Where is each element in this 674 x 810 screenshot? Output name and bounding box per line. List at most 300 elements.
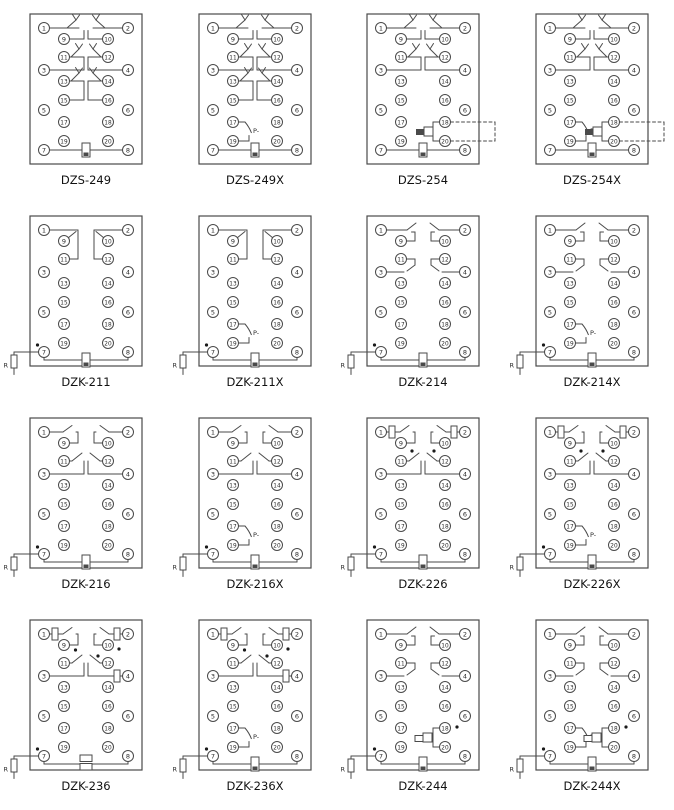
svg-text:5: 5 <box>378 712 384 721</box>
terminal-11 <box>396 254 407 265</box>
svg-text:16: 16 <box>104 300 112 307</box>
terminal-19 <box>564 136 575 147</box>
svg-text:9: 9 <box>398 439 404 448</box>
svg-text:1: 1 <box>547 226 552 235</box>
terminal-14 <box>440 480 451 491</box>
relay-wiring-drawing <box>506 406 674 608</box>
svg-text:7: 7 <box>41 752 47 761</box>
svg-text:17: 17 <box>397 524 405 531</box>
terminal-16 <box>440 95 451 106</box>
svg-text:15: 15 <box>397 704 405 711</box>
terminal-14 <box>440 682 451 693</box>
terminal-15 <box>396 95 407 106</box>
svg-text:17: 17 <box>397 120 405 127</box>
svg-text:18: 18 <box>441 726 449 733</box>
terminal-1 <box>39 225 50 236</box>
terminal-9 <box>59 34 70 45</box>
relay-wiring-drawing <box>0 2 168 204</box>
terminal-17 <box>564 521 575 532</box>
terminal-11 <box>396 456 407 467</box>
terminal-11 <box>396 52 407 63</box>
terminal-4 <box>460 65 471 76</box>
svg-text:9: 9 <box>230 237 235 246</box>
terminal-20 <box>103 136 114 147</box>
svg-text:2: 2 <box>631 24 636 33</box>
diagram-label: DZK-211X <box>225 375 284 389</box>
terminal-10 <box>271 34 282 45</box>
terminal-18 <box>271 521 282 532</box>
svg-text:5: 5 <box>210 712 215 721</box>
diagram-label: DZK-226 <box>398 577 448 591</box>
terminal-17 <box>396 521 407 532</box>
diagram-cell-DZK-211 <box>0 204 168 406</box>
terminal-13 <box>564 278 575 289</box>
terminal-8 <box>291 145 302 156</box>
terminal-19 <box>227 742 238 753</box>
svg-text:12: 12 <box>104 459 112 466</box>
svg-text:9: 9 <box>61 439 67 448</box>
terminal-7 <box>376 549 387 560</box>
svg-text:20: 20 <box>609 341 618 348</box>
svg-text:1: 1 <box>547 630 552 639</box>
terminal-17 <box>227 319 238 330</box>
terminal-20 <box>608 338 619 349</box>
svg-text:7: 7 <box>378 146 384 155</box>
terminal-3 <box>544 267 555 278</box>
svg-text:18: 18 <box>609 322 618 329</box>
svg-text:13: 13 <box>397 79 405 86</box>
diagram-cell-DZK-244 <box>337 608 505 810</box>
terminal-8 <box>123 347 134 358</box>
svg-text:11: 11 <box>60 55 68 62</box>
svg-text:8: 8 <box>125 348 131 357</box>
terminal-16 <box>608 701 619 712</box>
svg-text:7: 7 <box>210 752 215 761</box>
svg-text:4: 4 <box>125 672 131 681</box>
svg-text:12: 12 <box>104 661 112 668</box>
diagram-cell-DZK-226 <box>337 406 505 608</box>
relay-case-outline <box>536 216 648 366</box>
terminal-18 <box>271 723 282 734</box>
svg-text:16: 16 <box>441 300 449 307</box>
diagram-cell-DZK-214X <box>506 204 674 406</box>
terminal-3 <box>39 267 50 278</box>
terminal-14 <box>271 480 282 491</box>
terminal-7 <box>376 751 387 762</box>
svg-text:4: 4 <box>125 66 131 75</box>
terminal-16 <box>103 701 114 712</box>
svg-text:6: 6 <box>631 106 636 115</box>
terminal-1 <box>376 225 387 236</box>
svg-text:1: 1 <box>378 226 384 235</box>
terminal-19 <box>59 540 70 551</box>
svg-text:6: 6 <box>631 308 636 317</box>
svg-text:17: 17 <box>60 524 68 531</box>
svg-text:7: 7 <box>547 348 552 357</box>
terminal-5 <box>207 307 218 318</box>
svg-text:1: 1 <box>378 24 384 33</box>
diagram-label: DZK-244 <box>398 779 448 793</box>
terminal-4 <box>291 671 302 682</box>
terminal-15 <box>564 701 575 712</box>
terminal-14 <box>271 76 282 87</box>
terminal-4 <box>460 469 471 480</box>
svg-text:17: 17 <box>565 120 574 127</box>
svg-text:5: 5 <box>547 308 552 317</box>
terminal-8 <box>628 347 639 358</box>
terminal-10 <box>103 640 114 651</box>
svg-text:10: 10 <box>609 37 618 44</box>
terminal-16 <box>103 297 114 308</box>
svg-text:7: 7 <box>547 752 552 761</box>
terminal-7 <box>544 347 555 358</box>
terminal-11 <box>59 658 70 669</box>
terminal-9 <box>396 438 407 449</box>
svg-text:18: 18 <box>272 524 281 531</box>
svg-text:17: 17 <box>397 726 405 733</box>
terminal-8 <box>460 347 471 358</box>
svg-text:5: 5 <box>547 510 552 519</box>
p-contact-label: P- <box>252 733 259 741</box>
terminal-16 <box>440 297 451 308</box>
terminal-19 <box>396 540 407 551</box>
svg-text:10: 10 <box>104 643 112 650</box>
svg-text:2: 2 <box>462 24 468 33</box>
svg-text:12: 12 <box>104 55 112 62</box>
terminal-5 <box>544 307 555 318</box>
terminal-17 <box>59 319 70 330</box>
svg-text:3: 3 <box>210 672 215 681</box>
svg-text:12: 12 <box>272 661 281 668</box>
svg-text:6: 6 <box>125 106 131 115</box>
svg-text:4: 4 <box>462 470 468 479</box>
relay-case-outline <box>30 620 142 770</box>
svg-text:7: 7 <box>378 752 384 761</box>
terminal-5 <box>376 105 387 116</box>
terminal-5 <box>207 105 218 116</box>
terminal-20 <box>440 540 451 551</box>
svg-text:8: 8 <box>125 550 131 559</box>
terminal-8 <box>628 145 639 156</box>
svg-text:12: 12 <box>104 257 112 264</box>
terminal-6 <box>123 105 134 116</box>
terminal-3 <box>207 469 218 480</box>
svg-text:2: 2 <box>462 630 468 639</box>
svg-text:3: 3 <box>41 672 47 681</box>
svg-text:3: 3 <box>547 672 552 681</box>
terminal-9 <box>396 236 407 247</box>
svg-text:6: 6 <box>631 510 636 519</box>
svg-text:17: 17 <box>565 726 574 733</box>
svg-text:9: 9 <box>567 237 572 246</box>
external-resistor-label: R <box>3 765 9 774</box>
svg-text:6: 6 <box>294 712 299 721</box>
relay-case-outline <box>367 216 479 366</box>
relay-wiring-drawing <box>169 406 337 608</box>
svg-text:5: 5 <box>41 712 47 721</box>
terminal-17 <box>227 117 238 128</box>
terminal-9 <box>227 640 238 651</box>
terminal-10 <box>440 34 451 45</box>
svg-text:4: 4 <box>294 268 299 277</box>
diagram-label: DZK-211 <box>61 375 111 389</box>
svg-text:14: 14 <box>441 79 449 86</box>
diagram-cell-DZK-226X <box>506 406 674 608</box>
terminal-2 <box>291 427 302 438</box>
terminal-16 <box>271 95 282 106</box>
svg-text:8: 8 <box>294 146 299 155</box>
terminal-1 <box>39 427 50 438</box>
relay-case-outline <box>199 216 311 366</box>
svg-text:3: 3 <box>41 66 47 75</box>
svg-text:1: 1 <box>41 428 47 437</box>
terminal-10 <box>440 640 451 651</box>
terminal-12 <box>440 658 451 669</box>
svg-text:19: 19 <box>565 543 574 550</box>
terminal-7 <box>207 347 218 358</box>
svg-text:19: 19 <box>565 341 574 348</box>
svg-text:20: 20 <box>104 139 112 146</box>
svg-text:8: 8 <box>294 348 299 357</box>
svg-text:3: 3 <box>378 470 384 479</box>
svg-text:2: 2 <box>294 428 299 437</box>
terminal-4 <box>123 671 134 682</box>
p-contact-label: P- <box>252 531 259 539</box>
svg-text:12: 12 <box>272 257 281 264</box>
terminal-16 <box>440 701 451 712</box>
terminal-11 <box>396 658 407 669</box>
svg-text:13: 13 <box>60 79 68 86</box>
svg-text:9: 9 <box>230 641 235 650</box>
svg-text:20: 20 <box>441 341 449 348</box>
terminal-2 <box>123 23 134 34</box>
svg-text:13: 13 <box>565 281 574 288</box>
svg-text:1: 1 <box>547 24 552 33</box>
svg-text:13: 13 <box>60 483 68 490</box>
terminal-13 <box>396 76 407 87</box>
p-contact-label: P- <box>589 329 596 337</box>
relay-case-outline <box>30 14 142 164</box>
svg-text:16: 16 <box>272 300 281 307</box>
svg-text:14: 14 <box>441 281 449 288</box>
svg-text:15: 15 <box>228 98 237 105</box>
svg-text:16: 16 <box>104 502 112 509</box>
svg-text:20: 20 <box>441 745 449 752</box>
terminal-20 <box>103 338 114 349</box>
svg-text:16: 16 <box>609 300 618 307</box>
svg-text:11: 11 <box>228 459 237 466</box>
terminal-12 <box>271 254 282 265</box>
terminal-17 <box>564 723 575 734</box>
svg-text:8: 8 <box>462 752 468 761</box>
terminal-10 <box>440 236 451 247</box>
diagram-cell-DZK-214 <box>337 204 505 406</box>
svg-text:2: 2 <box>125 428 131 437</box>
terminal-9 <box>227 34 238 45</box>
svg-text:18: 18 <box>104 524 112 531</box>
terminal-17 <box>59 117 70 128</box>
svg-text:16: 16 <box>104 704 112 711</box>
svg-text:5: 5 <box>547 712 552 721</box>
svg-text:15: 15 <box>60 98 68 105</box>
external-resistor-label: R <box>509 765 514 774</box>
svg-text:2: 2 <box>631 428 636 437</box>
terminal-13 <box>396 682 407 693</box>
terminal-18 <box>103 723 114 734</box>
terminal-11 <box>227 658 238 669</box>
svg-text:10: 10 <box>609 643 618 650</box>
p-contact-label: P- <box>589 531 596 539</box>
terminal-18 <box>608 319 619 330</box>
svg-text:1: 1 <box>41 226 47 235</box>
terminal-2 <box>460 23 471 34</box>
terminal-11 <box>227 456 238 467</box>
terminal-11 <box>59 456 70 467</box>
terminal-11 <box>59 52 70 63</box>
terminal-15 <box>59 701 70 712</box>
svg-text:10: 10 <box>609 239 618 246</box>
svg-text:13: 13 <box>397 483 405 490</box>
terminal-12 <box>440 254 451 265</box>
svg-text:19: 19 <box>565 745 574 752</box>
terminal-4 <box>628 671 639 682</box>
svg-text:2: 2 <box>462 226 468 235</box>
svg-text:6: 6 <box>294 510 299 519</box>
terminal-7 <box>207 549 218 560</box>
terminal-19 <box>564 742 575 753</box>
diagram-cell-DZK-216X <box>169 406 337 608</box>
svg-text:15: 15 <box>397 98 405 105</box>
terminal-7 <box>207 751 218 762</box>
terminal-12 <box>103 52 114 63</box>
svg-text:19: 19 <box>397 543 405 550</box>
terminal-17 <box>564 319 575 330</box>
svg-text:16: 16 <box>609 98 618 105</box>
relay-wiring-drawing <box>506 2 674 204</box>
svg-text:10: 10 <box>441 441 449 448</box>
svg-text:20: 20 <box>609 139 618 146</box>
terminal-2 <box>123 225 134 236</box>
terminal-8 <box>460 145 471 156</box>
terminal-19 <box>59 742 70 753</box>
terminal-20 <box>440 742 451 753</box>
svg-text:20: 20 <box>272 745 281 752</box>
svg-text:5: 5 <box>378 106 384 115</box>
svg-text:20: 20 <box>441 139 449 146</box>
svg-text:7: 7 <box>210 550 215 559</box>
terminal-12 <box>608 658 619 669</box>
terminal-9 <box>396 34 407 45</box>
svg-text:7: 7 <box>210 348 215 357</box>
svg-text:3: 3 <box>547 66 552 75</box>
relay-case-outline <box>30 418 142 568</box>
svg-text:19: 19 <box>397 341 405 348</box>
diagram-cell-DZK-244X <box>506 608 674 810</box>
relay-wiring-drawing <box>337 406 505 608</box>
diagram-label: DZK-244X <box>562 779 621 793</box>
terminal-14 <box>103 76 114 87</box>
p-contact-label: P- <box>252 329 259 337</box>
terminal-20 <box>271 540 282 551</box>
terminal-6 <box>123 509 134 520</box>
svg-text:12: 12 <box>609 257 618 264</box>
terminal-18 <box>440 521 451 532</box>
terminal-12 <box>271 52 282 63</box>
external-resistor-label: R <box>172 765 177 774</box>
svg-text:9: 9 <box>398 35 404 44</box>
svg-text:6: 6 <box>462 106 468 115</box>
relay-wiring-drawing <box>337 608 505 810</box>
terminal-15 <box>564 297 575 308</box>
svg-text:18: 18 <box>609 524 618 531</box>
svg-text:3: 3 <box>41 470 47 479</box>
svg-text:17: 17 <box>397 322 405 329</box>
terminal-19 <box>564 338 575 349</box>
svg-text:4: 4 <box>631 672 636 681</box>
terminal-10 <box>608 34 619 45</box>
terminal-20 <box>271 136 282 147</box>
terminal-12 <box>103 254 114 265</box>
svg-text:11: 11 <box>228 257 237 264</box>
terminal-2 <box>628 23 639 34</box>
svg-text:10: 10 <box>272 37 281 44</box>
relay-wiring-drawing <box>337 2 505 204</box>
terminal-14 <box>271 682 282 693</box>
svg-text:18: 18 <box>104 120 112 127</box>
svg-text:4: 4 <box>294 66 299 75</box>
svg-text:4: 4 <box>125 268 131 277</box>
svg-text:1: 1 <box>378 630 384 639</box>
svg-text:5: 5 <box>210 106 215 115</box>
svg-text:13: 13 <box>60 281 68 288</box>
terminal-4 <box>460 267 471 278</box>
terminal-13 <box>227 278 238 289</box>
svg-text:6: 6 <box>125 308 131 317</box>
svg-text:13: 13 <box>397 281 405 288</box>
svg-text:14: 14 <box>441 685 449 692</box>
terminal-3 <box>376 65 387 76</box>
svg-text:19: 19 <box>397 139 405 146</box>
svg-text:2: 2 <box>631 226 636 235</box>
svg-text:15: 15 <box>397 300 405 307</box>
terminal-18 <box>440 319 451 330</box>
terminal-13 <box>59 480 70 491</box>
svg-text:14: 14 <box>609 281 618 288</box>
terminal-1 <box>39 629 50 640</box>
svg-text:13: 13 <box>565 483 574 490</box>
diagram-cell-DZK-211X <box>169 204 337 406</box>
relay-case-outline <box>199 14 311 164</box>
svg-text:15: 15 <box>228 300 237 307</box>
terminal-1 <box>376 23 387 34</box>
svg-text:19: 19 <box>60 745 68 752</box>
terminal-14 <box>440 76 451 87</box>
terminal-20 <box>440 338 451 349</box>
svg-text:6: 6 <box>294 106 299 115</box>
svg-text:11: 11 <box>60 257 68 264</box>
terminal-17 <box>227 521 238 532</box>
svg-text:3: 3 <box>210 66 215 75</box>
terminal-7 <box>207 145 218 156</box>
svg-text:10: 10 <box>441 239 449 246</box>
svg-text:8: 8 <box>125 146 131 155</box>
terminal-13 <box>564 76 575 87</box>
relay-wiring-drawing <box>506 608 674 810</box>
relay-wiring-drawing <box>0 406 168 608</box>
terminal-2 <box>123 427 134 438</box>
terminal-7 <box>39 549 50 560</box>
diagram-cell-DZS-254X <box>506 2 674 204</box>
